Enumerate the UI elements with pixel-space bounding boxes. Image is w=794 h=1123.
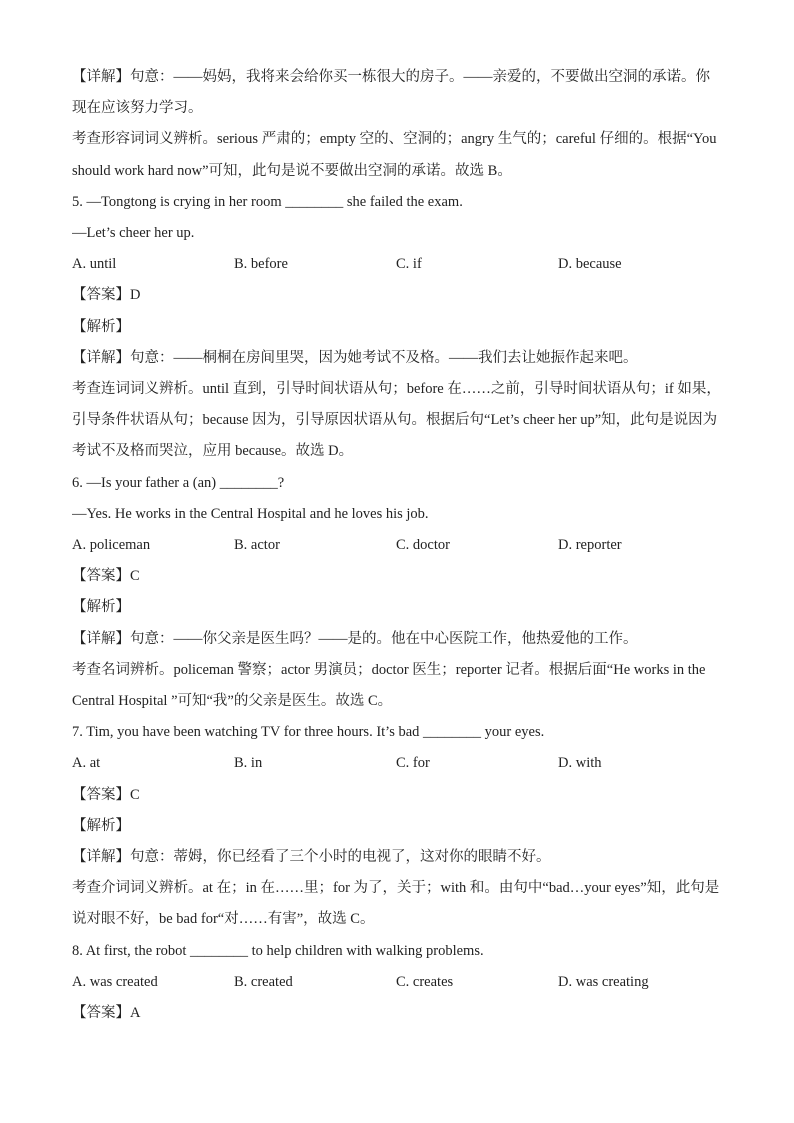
q7-option-b: B. in (234, 755, 263, 772)
q5-option-a: A. until (72, 256, 117, 273)
q8-options (72, 967, 722, 998)
q6-option-c: C. doctor (396, 537, 450, 554)
q6-option-b: B. actor (234, 537, 280, 554)
q5-analysis-heading: 【解析】 (72, 318, 130, 335)
q6-option-d: D. reporter (558, 537, 622, 554)
q4-detail-paragraph: 【详解】句意：——妈妈，我将来会给你买一栋很大的房子。——亲爱的，不要做出空洞的承诺。你现在应该努力学习。 (72, 69, 710, 117)
q6-stem: 6. —Is your father a (an) ________? (72, 474, 285, 491)
q5-option-c: C. if (396, 256, 422, 273)
q5-options (72, 249, 722, 280)
q5-response: —Let’s cheer her up. (72, 225, 195, 242)
q7-options (72, 748, 722, 779)
q7-stem: 7. Tim, you have been watching TV for three hours. It’s bad ________ your eyes. (72, 724, 545, 741)
q4-analysis-paragraph: 考查形容词词义辨析。serious 严肃的；empty 空的、空洞的；angry 生气的；careful 仔细的。根据“You should work hard now”可知，此句是说不要做出空洞的承诺。故选 B。 (72, 131, 717, 179)
q8-answer: 【答案】A (72, 1005, 141, 1022)
q6-response: —Yes. He works in the Central Hospital and he loves his job. (72, 505, 429, 522)
q7-analysis-paragraph: 考查介词词义辨析。at 在；in 在……里；for 为了，关于；with 和。由句中“bad…your eyes”知，此句是说对眼不好，be bad for“对……有害”，故选 C。 (72, 880, 720, 928)
q5-stem: 5. —Tongtong is crying in her room ________ she failed the exam. (72, 193, 463, 210)
q5-option-b: B. before (234, 256, 288, 273)
q5-analysis-paragraph: 考查连词词义辨析。until 直到，引导时间状语从句；before 在……之前，引导时间状语从句；if 如果，引导条件状语从句；because 因为，引导原因状语从句。根据后句“Let’s cheer her up”知，此句是说因为考试不及格而哭泣，应用 because。故选 D。 (72, 381, 721, 460)
q8-option-d: D. was creating (558, 973, 649, 990)
q6-analysis-paragraph: 考查名词辨析。policeman 警察；actor 男演员；doctor 医生；reporter 记者。根据后面“He works in the Central Hospital ”可知“我”的父亲是医生。故选 C。 (72, 661, 706, 710)
q6-detail-paragraph: 【详解】句意：——你父亲是医生吗？——是的。他在中心医院工作，他热爱他的工作。 (72, 630, 638, 647)
q8-option-a: A. was created (72, 973, 158, 990)
q8-option-c: C. creates (396, 973, 454, 990)
q7-option-c: C. for (396, 755, 430, 772)
q6-options (72, 530, 722, 561)
q7-option-d: D. with (558, 755, 602, 772)
q6-answer: 【答案】C (72, 568, 140, 585)
q8-option-b: B. created (234, 973, 293, 990)
q7-answer: 【答案】C (72, 786, 140, 803)
q7-analysis-heading: 【解析】 (72, 817, 130, 834)
q6-analysis-heading: 【解析】 (72, 599, 130, 616)
q7-detail-paragraph: 【详解】句意：蒂姆，你已经看了三个小时的电视了，这对你的眼睛不好。 (72, 849, 551, 866)
q7-option-a: A. at (72, 755, 101, 772)
q5-option-d: D. because (558, 256, 622, 273)
q8-stem: 8. At first, the robot ________ to help children with walking problems. (72, 942, 484, 959)
q5-detail-paragraph: 【详解】句意：——桐桐在房间里哭，因为她考试不及格。——我们去让她振作起来吧。 (72, 349, 638, 366)
q6-option-a: A. policeman (72, 537, 151, 554)
q5-answer: 【答案】D (72, 287, 141, 304)
